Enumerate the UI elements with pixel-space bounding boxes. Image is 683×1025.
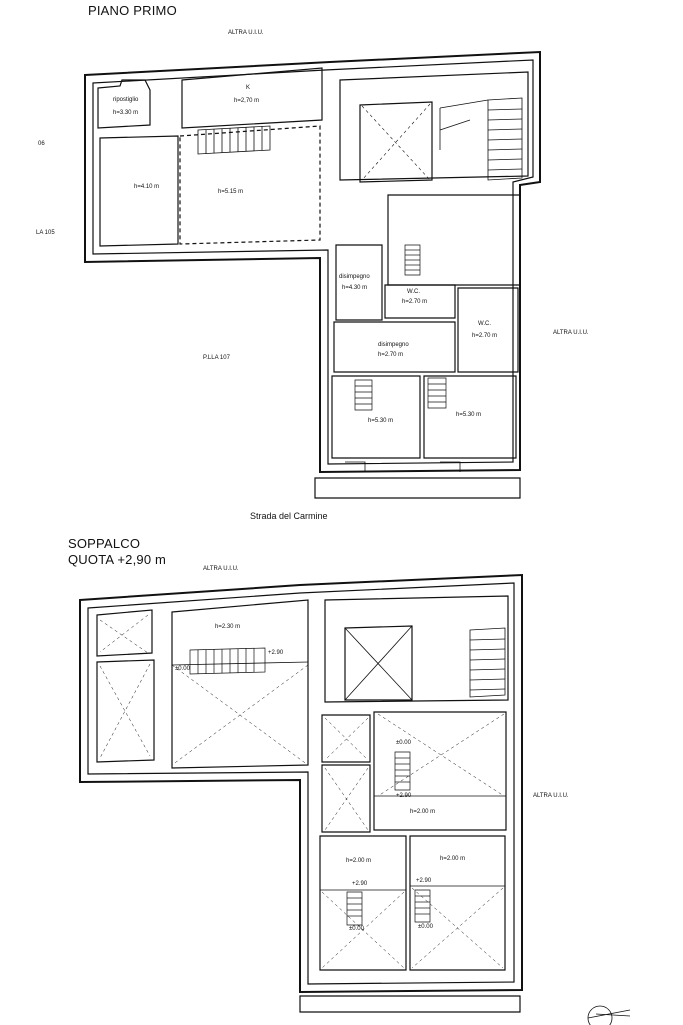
plan1-outline	[85, 52, 540, 472]
stair-hall-2	[325, 596, 508, 702]
plan1-left-code-b: LA 105	[36, 230, 55, 236]
label-level-000-c: ±0.00	[349, 926, 364, 932]
street-frontage-2	[300, 996, 520, 1012]
label-disimpegno-1-h: h=4.30 m	[342, 285, 368, 291]
label-k-h: h=2,70 m	[234, 98, 260, 104]
void-box-2	[97, 660, 154, 762]
void-box-3	[322, 715, 370, 762]
north-arrow-icon	[588, 1006, 630, 1025]
label-disimpegno-2-h: h=2.70 m	[378, 352, 404, 358]
label-left-h: h=2.00 m	[346, 858, 372, 864]
plan2-title-line2: QUOTA +2,90 m	[68, 552, 167, 567]
label-level-290-b: +2.90	[396, 793, 412, 799]
street-name: Strada del Carmine	[250, 511, 328, 521]
label-level-290-a: +2.90	[268, 650, 284, 656]
room-central	[388, 195, 520, 285]
street-frontage	[315, 478, 520, 498]
stair-left-2	[347, 892, 362, 925]
plan1-title: PIANO PRIMO	[88, 3, 177, 18]
label-wc-1-h: h=2.70 m	[402, 299, 428, 305]
label-ripostiglio: ripostiglio	[113, 97, 139, 103]
plan1-parcel: P.LLA 107	[203, 355, 230, 361]
label-disimpegno-2: disimpegno	[378, 342, 409, 348]
label-room-b-h: h=5.15 m	[218, 189, 244, 195]
plan2-title-line1: SOPPALCO	[68, 536, 141, 551]
room-wc-2	[458, 288, 518, 372]
stair-mezzanine	[190, 648, 265, 674]
room-ripostiglio	[98, 80, 150, 128]
room-a	[100, 136, 178, 246]
label-level-000-b: ±0.00	[396, 740, 411, 746]
mezzanine-mid	[374, 712, 506, 830]
label-wc-2: W.C.	[478, 321, 491, 327]
stair-right-2	[415, 890, 430, 922]
label-k: K	[246, 85, 251, 91]
stair-central	[405, 245, 420, 275]
room-c	[332, 376, 420, 458]
label-level-290-d: +2.90	[416, 878, 432, 884]
label-top-h: h=2.30 m	[215, 624, 241, 630]
label-level-290-c: +2.90	[352, 881, 368, 887]
label-disimpegno-1: disimpegno	[339, 274, 370, 280]
label-mid-h: h=2.00 m	[410, 809, 436, 815]
plan1-left-code-a: 06	[38, 141, 45, 147]
label-ripostiglio-h: h=3.30 m	[113, 110, 139, 116]
label-room-a-h: h=4.10 m	[134, 184, 160, 190]
label-room-d-h: h=5.30 m	[456, 412, 482, 418]
stair-mid	[395, 752, 410, 790]
void-box-1	[97, 610, 152, 656]
label-wc-1: W.C.	[407, 289, 420, 295]
stair-bottom-left	[355, 380, 372, 410]
plan1-adjacent-right: ALTRA U.I.U.	[553, 330, 589, 336]
label-wc-2-h: h=2.70 m	[472, 333, 498, 339]
plan1-adjacent-top: ALTRA U.I.U.	[228, 30, 264, 36]
room-b	[180, 126, 320, 244]
mezzanine-left	[320, 836, 406, 970]
stair-bottom-right	[428, 378, 446, 408]
label-level-000-d: ±0.00	[418, 924, 433, 930]
label-room-c-h: h=5.30 m	[368, 418, 394, 424]
stair-main-2	[470, 628, 505, 697]
plan2-adjacent-top: ALTRA U.I.U.	[203, 566, 239, 572]
label-right-h: h=2.00 m	[440, 856, 466, 862]
plan2-adjacent-right: ALTRA U.I.U.	[533, 793, 569, 799]
stair-main	[440, 98, 522, 180]
label-level-000-a: ±0.00	[175, 666, 190, 672]
room-disimpegno-1	[336, 245, 382, 320]
stair-hall	[340, 72, 528, 180]
